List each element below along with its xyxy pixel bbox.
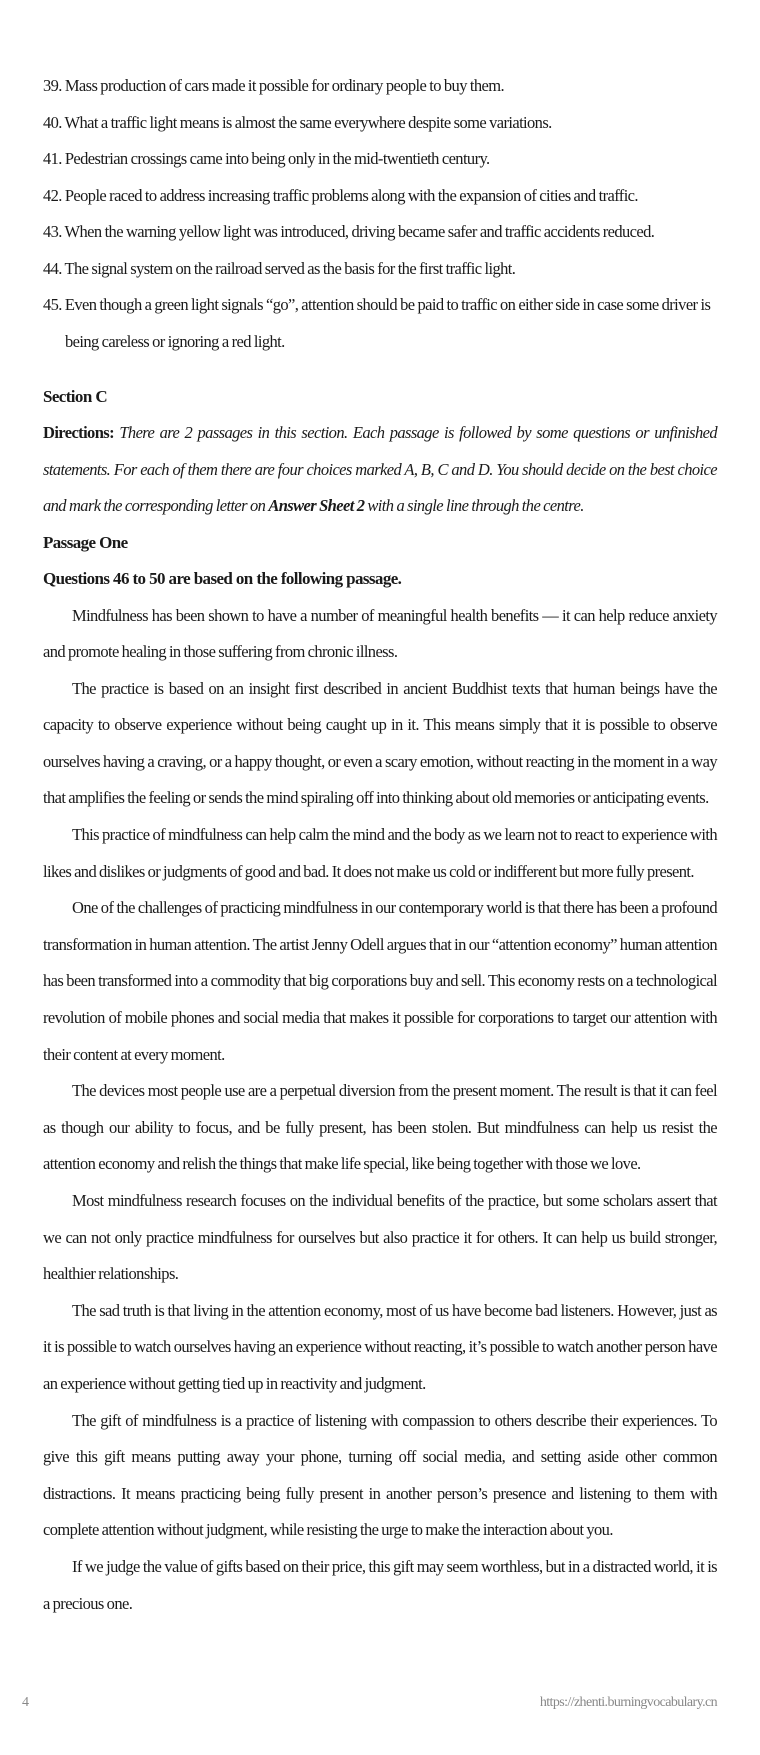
passage-paragraph: This practice of mindfulness can help calm the mind and the body as we learn not to react to experience with likes and dislikes or judgments of good and bad. It does not make us cold or indifferent but more fully present. [43,825,717,881]
question-list [43,68,717,360]
passage-paragraph: The gift of mindfulness is a practice of listening with compassion to others describe their experiences. To give this gift means putting away your phone, turning off social media, and setting aside other common distractions. It means practicing being fully present in another person’s presence and listening to them with complete attention without judgment, while resisting the urge to make the interaction about you. [43,1410,717,1540]
page-number: 4 [22,1695,29,1710]
answer-sheet-label: Answer Sheet 2 [268,496,365,515]
question-item: 39. Mass production of cars made it possible for ordinary people to buy them. [43,76,504,95]
question-item: 42. People raced to address increasing traffic problems along with the expansion of cities and traffic. [43,185,638,205]
passage-body [43,598,717,1623]
question-item: 43. When the warning yellow light was introduced, driving became safer and traffic accidents reduced. [43,222,655,241]
passage-paragraph: Mindfulness has been shown to have a number of meaningful health benefits — it can help reduce anxiety and promote healing in those suffering from chronic illness. [43,605,717,662]
footer-url: https://zhenti.burningvocabulary.cn [539,1695,717,1710]
question-item: 44. The signal system on the railroad served as the basis for the first traffic light. [43,258,516,278]
question-item: 45. Even though a green light signals “go”, attention should be paid to traffic on either side in case some driver is being careless or ignoring a red light. [43,295,711,351]
directions-label: Directions: [43,423,114,442]
passage-paragraph: The devices most people use are a perpetual diversion from the present moment. The result is that it can feel as though our ability to focus, and be fully present, has been stolen. But mindfulness can help us resist the attention economy and relish the things that make life special, like being together with those we love. [43,1081,717,1174]
passage-title: Passage One [43,532,128,552]
passage-paragraph: Most mindfulness research focuses on the individual benefits of the practice, but some scholars assert that we can not only practice mindfulness for ourselves but also practice it for others. It can help us build stronger, healthier relationships. [43,1191,717,1284]
question-item: 40. What a traffic light means is almost the same everywhere despite some variations. [43,112,552,132]
directions-text: There are 2 passages in this section. Each passage is followed by some questions or unfinished statements. For each of them there are four choices marked A, B, C and D. You should decide on the best choice and mark the corresponding letter on [43,423,717,515]
passage-paragraph: The practice is based on an insight first described in ancient Buddhist texts that human beings have the capacity to observe experience without being caught up in it. This means simply that it is possible to observe ourselves having a craving, or a happy thought, or even a scary emotion, without reacting in the moment in a way that amplifies the feeling or sends the mind spiraling off into thinking about old memories or anticipating events. [43,678,717,808]
passage-paragraph: If we judge the value of gifts based on their price, this gift may seem worthless, but in a distracted world, it is a precious one. [43,1556,717,1613]
section-directions [43,415,717,525]
passage-paragraph: One of the challenges of practicing mindfulness in our contemporary world is that there has been a profound transformation in human attention. The artist Jenny Odell argues that in our “attention economy” human attention has been transformed into a commodity that big corporations buy and sell. This economy rests on a technological revolution of mobile phones and social media that makes it possible for corporations to target our attention with their content at every moment. [43,898,717,1064]
exam-page [43,68,717,1622]
section-title: Section C [43,387,108,406]
question-item: 41. Pedestrian crossings came into being only in the mid-twentieth century. [43,149,490,168]
passage-questions-line: Questions 46 to 50 are based on the following passage. [43,569,402,588]
directions-tail: with a single line through the centre. [367,496,584,515]
passage-paragraph: The sad truth is that living in the attention economy, most of us have become bad listeners. However, just as it is possible to watch ourselves having an experience without reacting, it’s possible to watch another person have an experience without getting tied up in reactivity and judgment. [43,1300,717,1393]
